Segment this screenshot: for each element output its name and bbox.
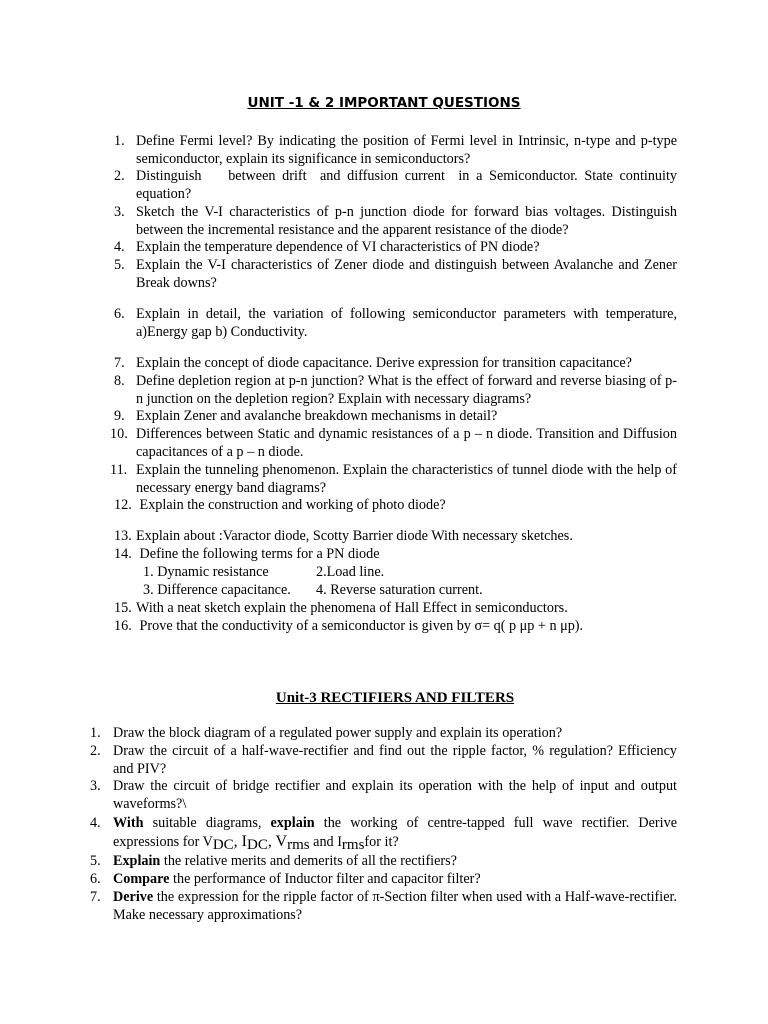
q-number: 5. (114, 257, 125, 273)
q-number: 5. (90, 853, 101, 869)
question-text (113, 889, 677, 924)
question-text: Draw the circuit of a half-wave-rectifier and find out the ripple factor, % regulation? Efficiency and PIV? (113, 743, 677, 777)
text-run: the performance of Inductor filter and capacitor filter? (169, 871, 481, 887)
question-text: Distinguish between drift and diffusion current in a Semiconductor. State continuity equation? (136, 168, 681, 202)
unit12-title: UNIT -1 & 2 IMPORTANT QUESTIONS (247, 95, 521, 111)
q-number: 10. (110, 426, 128, 442)
subscript: rms (341, 836, 365, 853)
q-number: 14. (114, 546, 132, 562)
q-number: 1. (114, 133, 125, 149)
q-number: 6. (90, 871, 101, 887)
q-number: 9. (114, 408, 125, 424)
q-number: 16. (114, 618, 132, 634)
bold-keyword: explain (270, 815, 315, 831)
text-run: , I (233, 832, 247, 850)
question-text (113, 815, 677, 851)
question-text: Draw the circuit of bridge rectifier and explain its operation with the help of input and output waveforms?\ (113, 778, 677, 812)
question-text: Sketch the V-I characteristics of p-n junction diode for forward bias voltages. Distinguish between the incremental resistance and the apparent resistance of the diode? (136, 204, 677, 238)
q-number: 4. (90, 815, 101, 831)
q-number: 1. (90, 725, 101, 741)
bold-keyword: Derive (113, 889, 154, 905)
question-text: Define depletion region at p-n junction? What is the effect of forward and reverse biasing of p-n junction on the depletion region? Explain with necessary diagrams? (136, 373, 677, 407)
question-text: Prove that the conductivity of a semiconductor is given by σ= q( p μp + n μp). (136, 618, 584, 634)
text-run: the relative merits and demerits of all the rectifiers? (160, 853, 457, 869)
sub-term: 2.Load line. (316, 564, 385, 580)
question-text: Define Fermi level? By indicating the position of Fermi level in Intrinsic, n-type and p-type semiconductor, explain its significance in semiconductors? (136, 133, 677, 167)
question-text (113, 853, 677, 871)
q-number: 3. (90, 778, 101, 794)
q-number: 7. (90, 889, 101, 905)
question-text: Draw the block diagram of a regulated power supply and explain its operation? (113, 725, 563, 741)
question-text: Explain the tunneling phenomenon. Explain the characteristics of tunnel diode with the help of necessary energy band diagrams? (136, 462, 677, 496)
subscript: rms (287, 836, 310, 853)
question-text (113, 871, 677, 889)
bold-keyword: Explain (113, 853, 161, 869)
subscript: DC (212, 836, 234, 853)
question-text: Explain about :Varactor diode, Scotty Barrier diode With necessary sketches. (136, 528, 573, 544)
question-text: With a neat sketch explain the phenomena of Hall Effect in semiconductors. (136, 600, 568, 616)
q-number: 2. (90, 743, 101, 759)
question-text: Explain Zener and avalanche breakdown mechanisms in detail? (136, 408, 498, 424)
text-run: and I (309, 833, 342, 850)
q-number: 3. (114, 204, 125, 220)
text-run: for it? (364, 833, 399, 850)
q-number: 6. (114, 306, 125, 322)
text-run: , V (267, 832, 288, 850)
subscript: DC (247, 836, 268, 853)
question-text: Explain the temperature dependence of VI characteristics of PN diode? (136, 239, 540, 255)
question-text: Differences between Static and dynamic resistances of a p – n diode. Transition and Diffusion capacitances of a p – n diode. (136, 426, 677, 460)
q-number: 13. (114, 528, 132, 544)
sub-term: 3. Difference capacitance. (143, 582, 291, 598)
bold-keyword: With (113, 815, 144, 831)
question-text: Explain the construction and working of photo diode? (136, 497, 446, 513)
text-run: the expression for the ripple factor of π-Section filter when used with a Half-wave-rectifier. Make necessary approximations? (113, 889, 677, 923)
question-text: Explain the concept of diode capacitance. Derive expression for transition capacitance? (136, 355, 632, 371)
sub-term: 1. Dynamic resistance (143, 564, 269, 580)
question-text: Explain the V-I characteristics of Zener diode and distinguish between Avalanche and Zener Break downs? (136, 257, 677, 291)
bold-keyword: Compare (113, 871, 170, 887)
q-number: 7. (114, 355, 125, 371)
q-number: 4. (114, 239, 125, 255)
q-number: 12. (114, 497, 132, 513)
text-run: suitable diagrams, (143, 815, 271, 831)
question-text: Define the following terms for a PN diode (136, 546, 380, 562)
unit3-title: Unit-3 RECTIFIERS AND FILTERS (275, 690, 515, 706)
q-number: 2. (114, 168, 125, 184)
question-text: Explain in detail, the variation of following semiconductor parameters with temperature, a)Energy gap b) Conductivity. (136, 306, 677, 340)
text-run: the working of centre-tapped full wave rectifier. Derive expressions for V (113, 815, 677, 850)
q-number: 11. (110, 462, 128, 478)
q-number: 8. (114, 373, 125, 389)
sub-term: 4. Reverse saturation current. (316, 582, 483, 598)
q-number: 15. (114, 600, 132, 616)
